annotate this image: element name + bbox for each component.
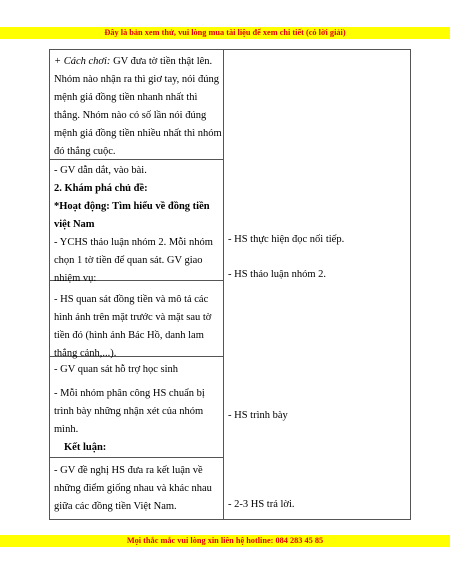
rule-line-2: Nhóm nào nhận ra thì giơ tay, nói đúng <box>54 74 219 85</box>
student-reading: - HS thực hiện đọc nối tiếp. <box>228 234 345 245</box>
support-text: - GV quan sát hỗ trợ học sinh <box>54 364 179 375</box>
observe-line-2: hình ảnh trên mặt trước và mặt sau tờ <box>54 312 212 323</box>
present-line-2: trình bày những nhận xét của nhóm <box>54 406 204 417</box>
activity-title-cont: việt Nam <box>54 219 95 230</box>
conclusion-heading: Kết luận: <box>64 442 107 453</box>
present-line-3: mình. <box>54 424 79 435</box>
observe-line-1: - HS quan sát đồng tiền và mô tả các <box>54 294 209 305</box>
student-present: - HS trình bày <box>228 410 288 421</box>
conclusion-line-3: giữa các đồng tiền Việt Nam. <box>54 501 177 512</box>
rule-line-3: mệnh giá đồng tiền nhanh nhất thì <box>54 92 198 103</box>
student-discussion: - HS thảo luận nhóm 2. <box>228 269 326 280</box>
rule-line-1: + Cách chơi: GV đưa tờ tiền thật lên. <box>54 56 213 67</box>
conclusion-line-2: những điểm giống nhau và khác nhau <box>54 483 212 494</box>
observe-line-4: thắng cảnh,...). <box>54 348 117 359</box>
rule-line-4: thắng. Nhóm nào có số lần nói đúng <box>54 110 207 121</box>
rule-line-6: đó thắng cuộc. <box>54 146 116 157</box>
present-line-1: - Mỗi nhóm phân công HS chuẩn bị <box>54 388 205 399</box>
activity-title: *Hoạt động: Tìm hiểu về đồng tiền <box>54 201 210 212</box>
rule-line-5: mệnh giá đồng tiền nhiều nhất thì nhóm <box>54 128 222 139</box>
student-answer: - 2-3 HS trả lời. <box>228 499 295 510</box>
intro-text: - GV dẫn dắt, vào bài. <box>54 165 147 176</box>
preview-banner: Đây là bản xem thử, vui lòng mua tài liệu để xem chi tiết (có lời giải) <box>0 27 450 39</box>
task-line-3: nhiệm vụ: <box>54 273 97 284</box>
row-divider <box>50 457 223 458</box>
section-heading: 2. Khám phá chủ đề: <box>54 183 148 194</box>
lesson-table <box>49 49 411 520</box>
observe-line-3: tiền đó (hình ảnh Bác Hồ, danh lam <box>54 330 204 341</box>
task-line-1: - YCHS thảo luận nhóm 2. Mỗi nhóm <box>54 237 213 248</box>
conclusion-line-1: - GV đề nghị HS đưa ra kết luận về <box>54 465 203 476</box>
task-line-2: chọn 1 tờ tiền để quan sát. GV giao <box>54 255 203 266</box>
hotline-banner: Mọi thắc mắc vui lòng xin liên hệ hotline: 084 283 45 85 <box>0 535 450 547</box>
